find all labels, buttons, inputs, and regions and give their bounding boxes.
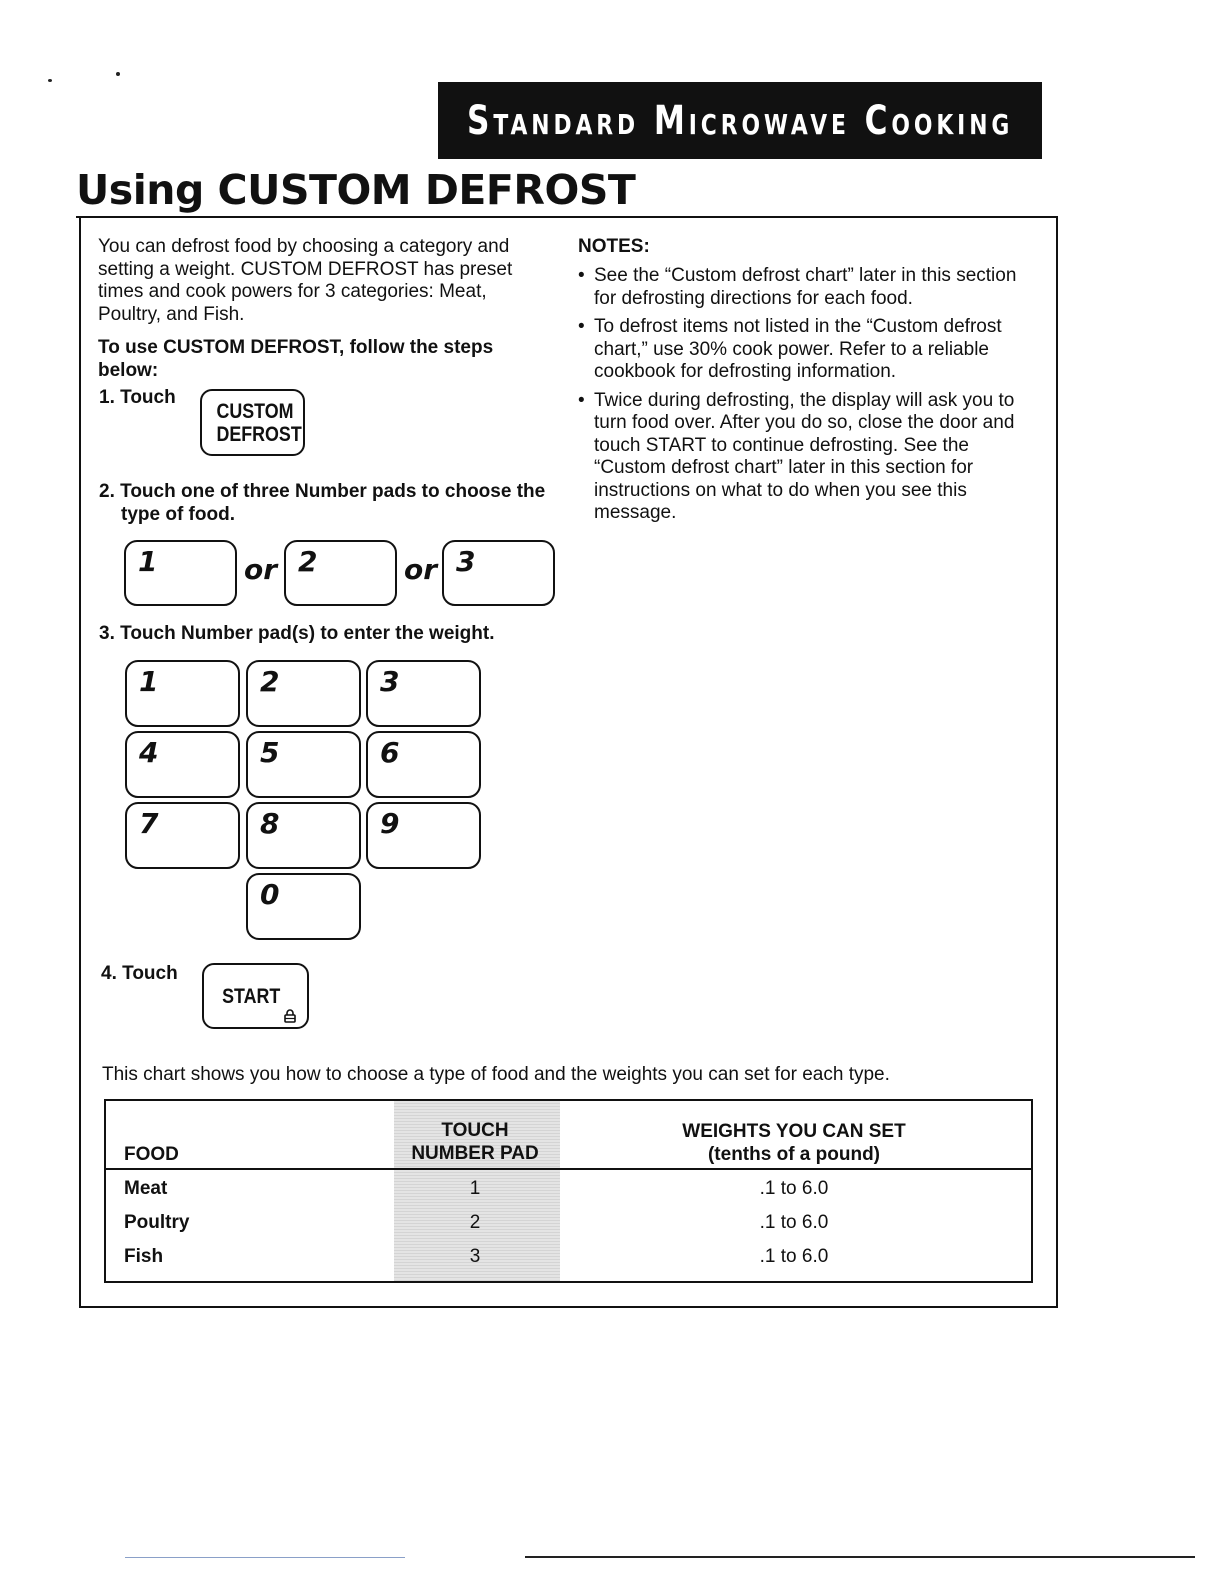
intro-paragraph: You can defrost food by choosing a category and setting a weight. CUSTOM DEFROST has preset times and cook powers for 3 categories: Meat, Poultry, and Fish. (98, 236, 513, 325)
key-number: 8 (260, 807, 280, 840)
lock-icon (284, 1009, 296, 1023)
food-key-1[interactable] (124, 540, 237, 606)
weight-key-1[interactable] (125, 660, 240, 727)
note-item: • To defrost items not listed in the “Custom defrost chart,” use 30% cook power. Refer to a reliable cookbook for defrosting information. (578, 316, 1038, 384)
key-number: 2 (260, 665, 280, 698)
key-number: 3 (380, 665, 400, 698)
key-number: 5 (260, 736, 280, 769)
section-banner: Standard Microwave Cooking (438, 82, 1042, 159)
step-4-label: 4. Touch (101, 963, 178, 984)
weight-key-5[interactable] (246, 731, 361, 798)
key-number: 7 (139, 807, 159, 840)
note-item: • Twice during defrosting, the display will ask you to turn food over. After you do so, close the door and touch START to continue defrosting. See the “Custom defrost chart” later in this section for instructions on what to do when you see this message. (578, 390, 1038, 525)
notes-list (578, 265, 1038, 531)
custom-defrost-button-label: CUSTOM DEFROST (215, 399, 302, 446)
weight-key-8[interactable] (246, 802, 361, 869)
page-title: Using CUSTOM DEFROST (76, 166, 636, 214)
start-button-label: START (222, 984, 281, 1008)
table-cell-weights: .1 to 6.0 (759, 1178, 829, 1199)
header-weights-unit: (tenths of a pound) (707, 1144, 881, 1165)
key-number: 0 (260, 878, 280, 911)
key-number: 6 (380, 736, 400, 769)
weight-key-2[interactable] (246, 660, 361, 727)
or-separator: or (244, 553, 278, 586)
key-number: 1 (138, 545, 158, 578)
chart-intro: This chart shows you how to choose a type of food and the weights you can set for each type. (102, 1064, 890, 1085)
key-number: 9 (380, 807, 400, 840)
table-cell-pad: 1 (469, 1178, 481, 1199)
weight-key-9[interactable] (366, 802, 481, 869)
key-number: 4 (139, 736, 159, 769)
notes-heading: NOTES: (578, 236, 650, 257)
key-number: 3 (456, 545, 476, 578)
header-food: FOOD (124, 1144, 179, 1165)
weight-key-4[interactable] (125, 731, 240, 798)
start-button[interactable] (202, 963, 309, 1029)
step-2-label: 2. Touch one of three Number pads to choose the type of food. (99, 481, 546, 525)
or-separator: or (404, 553, 438, 586)
weight-key-7[interactable] (125, 802, 240, 869)
table-cell-pad: 2 (469, 1212, 481, 1233)
table-cell-food: Fish (124, 1246, 164, 1267)
table-header-rule (106, 1168, 1031, 1170)
table-cell-food: Meat (124, 1178, 168, 1199)
note-item: • See the “Custom defrost chart” later in this section for defrosting directions for each food. (578, 265, 1038, 310)
table-cell-food: Poultry (124, 1212, 190, 1233)
step-1-label: 1. Touch (99, 387, 176, 408)
key-number: 1 (139, 665, 159, 698)
weight-key-6[interactable] (366, 731, 481, 798)
weight-key-3[interactable] (366, 660, 481, 727)
weight-key-0[interactable] (246, 873, 361, 940)
step-3-label: 3. Touch Number pad(s) to enter the weight. (99, 623, 495, 644)
instructions-heading: To use CUSTOM DEFROST, follow the steps below: (98, 337, 494, 381)
scan-speck (48, 79, 52, 82)
food-key-3[interactable] (442, 540, 555, 606)
page-bottom-line (125, 1557, 405, 1558)
key-number: 2 (298, 545, 318, 578)
table-cell-weights: .1 to 6.0 (759, 1212, 829, 1233)
header-touch-number-pad: TOUCH NUMBER PAD (411, 1120, 539, 1164)
table-cell-weights: .1 to 6.0 (759, 1246, 829, 1267)
food-key-2[interactable] (284, 540, 397, 606)
header-weights: WEIGHTS YOU CAN SET (682, 1121, 906, 1142)
table-cell-pad: 3 (469, 1246, 481, 1267)
scan-speck (116, 72, 120, 76)
custom-defrost-button[interactable] (200, 389, 305, 456)
page-bottom-line (525, 1556, 1195, 1558)
